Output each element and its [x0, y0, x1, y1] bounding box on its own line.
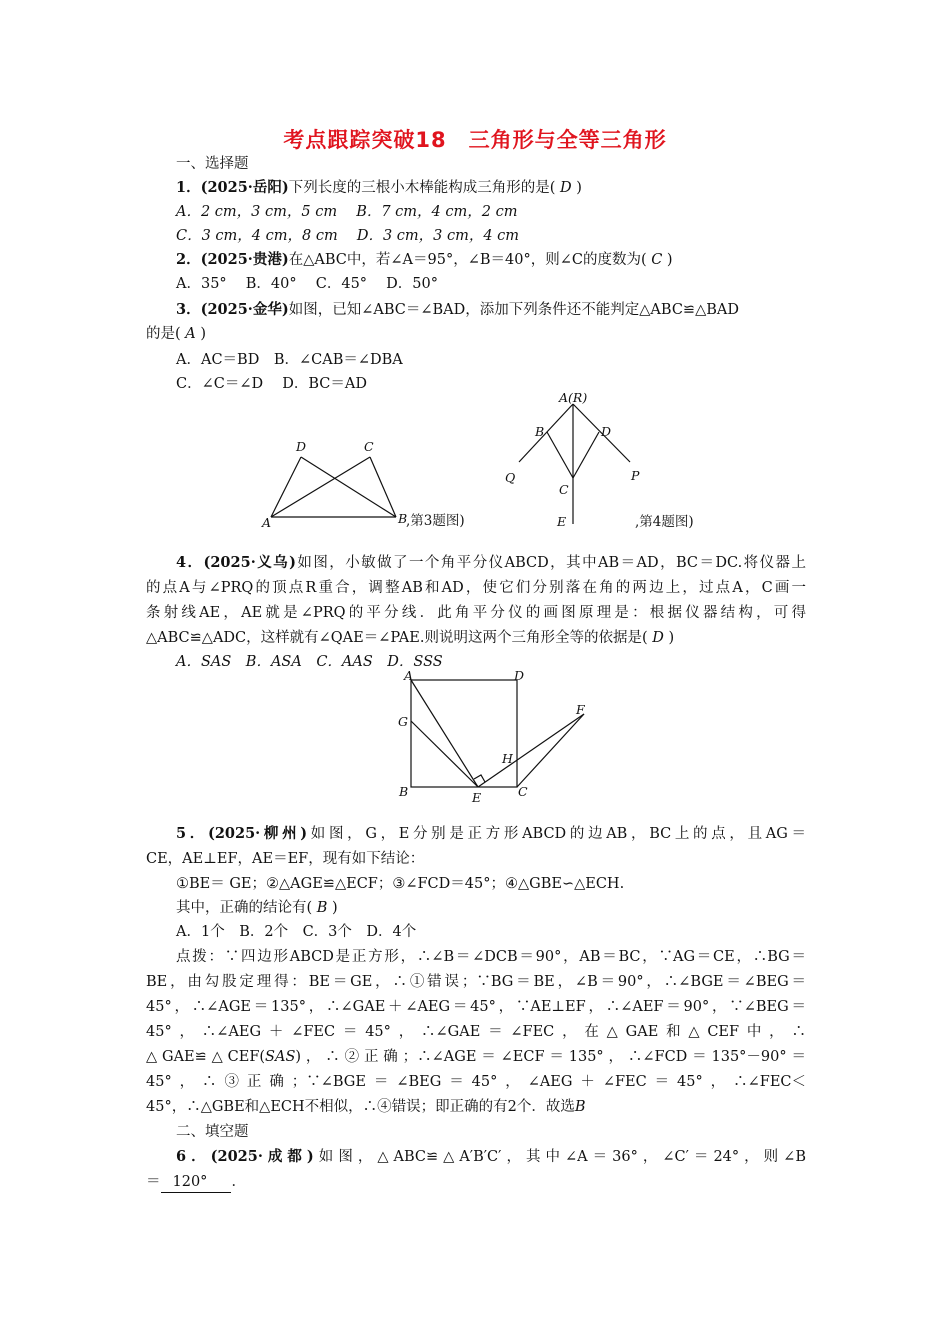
q2-close: ): [662, 252, 673, 268]
q6-number: 6．: [176, 1148, 211, 1165]
fig3-caption: ,第3题图): [406, 513, 465, 529]
q2-source: (2025·贵港): [200, 251, 289, 268]
q3-number: 3．: [176, 301, 201, 318]
fig4-label-Q: Q: [505, 470, 516, 485]
fig5-segment-CF: [517, 714, 584, 787]
fig4-segment-DC: [573, 432, 599, 478]
fig5-right-angle-mark: [474, 775, 485, 782]
q2-number: 2．: [176, 251, 201, 268]
q3-options-cd: C．∠C＝∠D D．BC＝AD: [176, 376, 367, 392]
fig5-segment-GE: [411, 721, 478, 787]
q5-source: (2025·柳州): [207, 825, 308, 842]
question-2: [176, 250, 673, 270]
question-4: [176, 553, 806, 573]
fig5-label-A: A: [404, 668, 414, 683]
fig5-label-E: E: [472, 790, 482, 805]
figure-4: [495, 390, 735, 535]
q6-source: (2025·成都): [210, 1148, 314, 1165]
section-choice-heading: 一、选择题: [176, 156, 249, 172]
question-5: [176, 824, 806, 844]
question-3: [176, 300, 739, 320]
q5-line4-text: 其中，正确的结论有(: [176, 900, 317, 916]
q5-hint5-a: △GAE≌△CEF(: [146, 1049, 266, 1065]
q5-line1: 如图，G，E分别是正方形ABCD的边AB，BC上的点，且AG＝: [307, 826, 806, 842]
q1-options-cd: C．3 cm，4 cm，8 cm D．3 cm，3 cm，4 cm: [176, 228, 520, 244]
fig5-segment-EF: [478, 714, 584, 787]
q3-close: ): [195, 326, 207, 342]
q5-hint-line4: 45°，∴∠AEG＋∠FEC＝45°，∴∠GAE＝∠FEC，在△GAE和△CEF中，∴: [146, 1024, 806, 1040]
q1-stem: 下列长度的三根小木棒能构成三角形的是(: [288, 180, 560, 196]
q5-answer: B: [316, 900, 328, 916]
q4-line2: 的点A与∠PRQ的顶点R重合，调整AB和AD，使它们分别落在角的两边上，过点A，C画一: [146, 580, 806, 596]
fig5-label-D: D: [514, 668, 525, 683]
q6-answer-blank: 120°: [161, 1172, 232, 1193]
fig5-segment-AE: [411, 680, 478, 787]
q3-stem2: 的是(: [146, 326, 186, 342]
q5-hint-line7: [146, 1097, 586, 1117]
fig4-caption: ,第4题图): [635, 514, 694, 530]
fig5-label-H: H: [502, 751, 513, 766]
q6-stem: 如图，△ABC≌△A′B′C′，其中∠A＝36°，∠C′＝24°，则∠B: [313, 1149, 806, 1165]
fig4-label-C: C: [559, 482, 569, 497]
section-fill-heading: 二、填空题: [176, 1124, 249, 1140]
question-6: [176, 1147, 806, 1167]
page-title: 考点跟踪突破18 三角形与全等三角形: [283, 128, 667, 152]
fig4-ray-RQ: [519, 404, 573, 462]
q3-stem-line2: [146, 324, 206, 344]
q1-source: (2025·岳阳): [200, 179, 289, 196]
q5-hint7-text: 45°，∴△GBE和△ECH不相似，∴④错误；即正确的有2个．故选: [146, 1099, 575, 1115]
q4-answer: D: [652, 630, 664, 646]
fig3-label-D: D: [296, 439, 307, 454]
fig4-label-P: P: [631, 468, 640, 483]
figure-5: [390, 668, 600, 806]
fig4-label-E: E: [557, 514, 567, 529]
q1-close: ): [571, 180, 582, 196]
q5-hint-line5: [146, 1047, 806, 1067]
q3-source: (2025·金华): [200, 301, 289, 318]
fig5-label-G: G: [398, 714, 408, 729]
fig5-label-B: B: [399, 784, 409, 799]
q5-hint-line2: BE，由勾股定理得：BE＝GE，∴①错误；∵BG＝BE，∠B＝90°，∴∠BGE＝∠BEG＝: [146, 974, 806, 990]
q4-close: ): [663, 630, 675, 646]
fig3-segment-BD: [301, 457, 396, 517]
fig3-label-B: B: [398, 511, 408, 526]
q2-answer: C: [651, 252, 663, 268]
q4-line1: 如图，小敏做了一个角平分仪ABCD，其中AB＝AD，BC＝DC.将仪器上: [295, 555, 806, 571]
q5-options: A．1个 B．2个 C．3个 D．4个: [176, 924, 417, 940]
q5-hint5-c: )，∴②正确；∴∠AGE＝∠ECF＝135°，∴∠FCD＝135°－90°＝: [295, 1049, 806, 1065]
q5-hint-line1: 点拨：∵四边形ABCD是正方形，∴∠B＝∠DCB＝90°，AB＝BC，∵AG＝CE，∴BG＝: [176, 949, 806, 965]
q4-line4: [146, 628, 674, 648]
q6-answer-line: [146, 1172, 246, 1193]
q5-hint-line3: 45°，∴∠AGE＝135°，∴∠GAE＋∠AEG＝45°，∵AE⊥EF，∴∠AEF＝90°，∵∠BEG＝: [146, 999, 806, 1015]
fig4-label-B: B: [535, 424, 545, 439]
q2-stem: 在△ABC中，若∠A＝95°，∠B＝40°，则∠C的度数为(: [288, 252, 652, 268]
q6-period: ．: [231, 1174, 246, 1190]
fig4-label-D: D: [601, 424, 612, 439]
q5-hint5-sas: SAS: [265, 1049, 296, 1065]
q5-close: ): [327, 900, 338, 916]
fig4-label-AR: A(R): [559, 390, 588, 405]
q4-line4-text: △ABC≌△ADC，这样就有∠QAE＝∠PAE.则说明这两个三角形全等的依据是(: [146, 630, 653, 646]
fig3-label-A: A: [262, 515, 272, 530]
question-1: [176, 178, 582, 198]
q4-source: (2025·义乌): [203, 554, 296, 571]
fig5-label-C: C: [518, 784, 528, 799]
q1-answer: D: [560, 180, 572, 196]
q3-answer: A: [185, 326, 196, 342]
q5-number: 5．: [176, 825, 208, 842]
q5-line2: CE，AE⊥EF，AE＝EF，现有如下结论：: [146, 851, 425, 867]
q6-equals: ＝: [146, 1174, 161, 1190]
fig3-label-C: C: [364, 439, 374, 454]
q5-line4: [176, 898, 338, 918]
fig5-label-F: F: [576, 702, 585, 717]
q3-options-ab: A．AC＝BD B．∠CAB＝∠DBA: [176, 352, 403, 368]
figure-3: [250, 435, 510, 535]
q2-options: A．35° B．40° C．45° D．50°: [176, 276, 438, 292]
q1-number: 1．: [176, 179, 201, 196]
q5-conclusions: ①BE＝ GE；②△AGE≌△ECF；③∠FCD＝45°；④△GBE∽△ECH.: [176, 876, 625, 892]
q4-number: 4．: [176, 554, 204, 571]
fig3-segment-BC: [370, 457, 396, 517]
q4-line3: 条射线AE，AE就是∠PRQ的平分线．此角平分仪的画图原理是：根据仪器结构，可得: [146, 605, 806, 621]
q4-options: A．SAS B．ASA C．AAS D．SSS: [176, 654, 443, 670]
q3-stem: 如图，已知∠ABC＝∠BAD，添加下列条件还不能判定△ABC≌△BAD: [288, 302, 739, 318]
q5-hint7-answer: B: [574, 1099, 586, 1115]
q5-hint-line6: 45°，∴③正确；∵∠BGE＝∠BEG＝45°，∠AEG＋∠FEC＝45°，∴∠FEC＜: [146, 1074, 806, 1090]
q1-options-ab: A．2 cm，3 cm，5 cm B．7 cm，4 cm，2 cm: [176, 204, 518, 220]
fig4-segment-BC: [547, 432, 573, 478]
